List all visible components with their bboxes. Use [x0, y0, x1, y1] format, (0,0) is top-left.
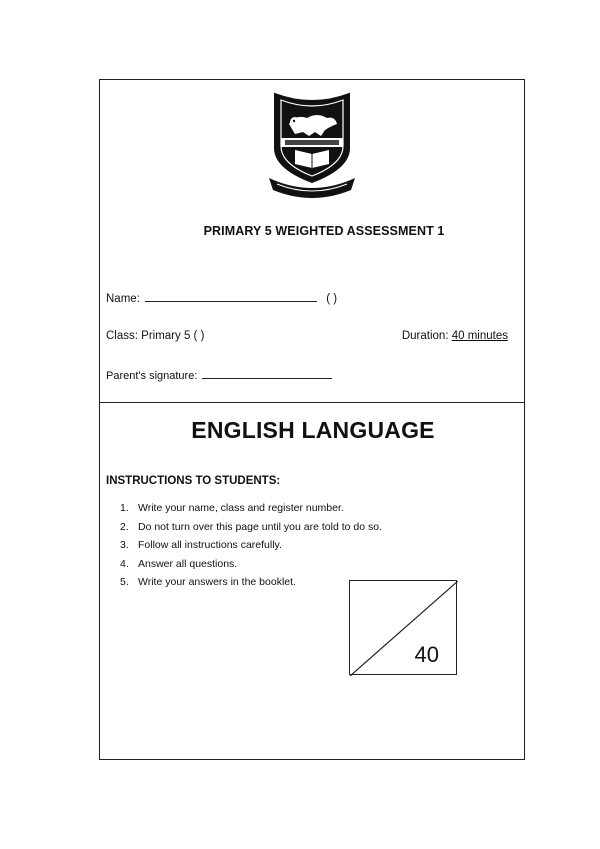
score-diagonal-line	[350, 581, 458, 676]
class-label: Class: Primary 5 ( )	[106, 330, 205, 342]
name-field	[106, 291, 337, 305]
list-item: 2. Do not turn over this page until you are told to do so.	[120, 520, 382, 533]
duration-label: Duration:	[401, 330, 449, 342]
cover-page-frame	[99, 79, 525, 760]
score-total: 40	[414, 642, 439, 667]
list-item: 1. Write your name, class and register number.	[120, 502, 344, 514]
signature-label: Parent's signature:	[106, 370, 198, 382]
register-number-parens: ( )	[326, 293, 338, 305]
school-crest-logo	[265, 86, 359, 204]
duration-value: 40 minutes	[451, 330, 508, 342]
name-label: Name:	[106, 293, 140, 305]
section-divider	[100, 402, 524, 403]
duration-field	[402, 330, 508, 342]
assessment-title: PRIMARY 5 WEIGHTED ASSESSMENT 1	[203, 224, 445, 238]
instructions-list	[120, 499, 382, 592]
list-item: 3. Follow all instructions carefully.	[120, 539, 282, 551]
name-blank-line	[145, 291, 317, 302]
list-item: 4. Answer all questions.	[120, 557, 238, 570]
instructions-heading: INSTRUCTIONS TO STUDENTS:	[106, 475, 281, 487]
signature-blank-line	[202, 369, 332, 379]
subject-title: ENGLISH LANGUAGE	[191, 417, 435, 443]
parent-signature-field	[106, 369, 332, 382]
score-box	[349, 580, 457, 675]
list-item: 5. Write your answers in the booklet.	[120, 576, 296, 588]
